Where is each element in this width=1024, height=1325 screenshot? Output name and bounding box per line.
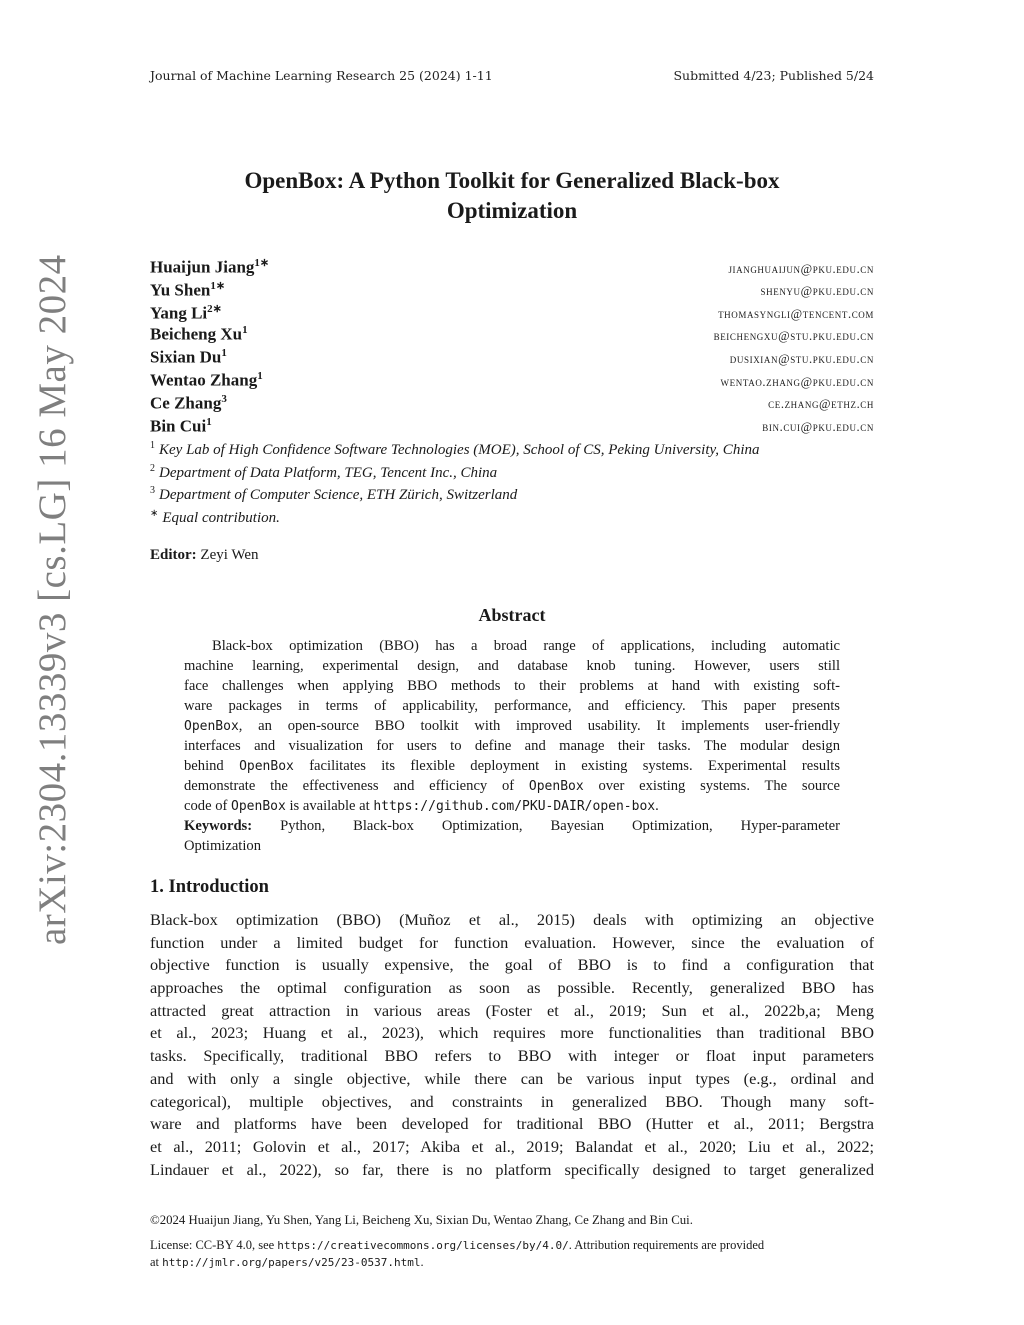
author-row [150, 324, 874, 347]
abstract-line: OpenBox, an open-source BBO toolkit with improved usability. It implements user-friendly [184, 718, 840, 734]
editor-line [150, 547, 259, 564]
author-email[interactable]: wentao.zhang@pku.edu.cn [720, 374, 874, 389]
intro-line: tasks. Specifically, traditional BBO refers to BBO with integer or float input parameters [150, 1046, 874, 1066]
license-notice [150, 1237, 874, 1271]
license-link[interactable]: https://creativecommons.org/licenses/by/4.0/ [277, 1239, 569, 1252]
license-line: at http://jmlr.org/papers/v25/23-0537.html. [150, 1255, 424, 1269]
affiliation: $^3$ Department of Computer Science, ETH Zürich, Switzerland [150, 485, 518, 503]
abstract-heading: Abstract [478, 605, 546, 625]
author-email[interactable]: thomasyngli@tencent.com [718, 307, 874, 322]
abstract-line: code of OpenBox is available at https://github.com/PKU-DAIR/open-box. [184, 798, 659, 814]
author-email[interactable]: shenyu@pku.edu.cn [760, 284, 874, 299]
abstract-line: face challenges when applying BBO methods to their problems at hand with existing soft- [184, 678, 840, 694]
running-header-journal: Journal of Machine Learning Research 25 (2024) 1-11 [150, 68, 493, 83]
affiliation-list [150, 440, 874, 530]
affiliation: $^2$ Department of Data Platform, TEG, Tencent Inc., China [150, 462, 498, 481]
author-row [150, 279, 874, 302]
author-name: Yang $Li^{2∗}$ [150, 302, 222, 323]
abstract-body [184, 636, 840, 856]
intro-line: et al., 2023; Huang et al., 2023), which requires more functionalities than traditional BBO [150, 1023, 874, 1043]
code-openbox: OpenBox [184, 719, 239, 734]
introduction-body [150, 909, 874, 1181]
affiliation: ∗ Equal contribution. [150, 507, 280, 526]
intro-line: ware and platforms have been developed for traditional BBO (Hutter et al., 2011; Bergstra [150, 1114, 874, 1134]
intro-line: Lindauer et al., 2022), so far, there is no platform specifically designed to target generalized [150, 1159, 874, 1179]
intro-line: Black-box optimization (BBO) (Muñoz et al., 2015) deals with optimizing an objective [150, 910, 874, 929]
title-line-2: Optimization [446, 198, 578, 223]
author-list [150, 256, 874, 438]
affiliation: $^1$ Key Lab of High Confidence Software Technologies (MOE), School of CS, Peking University, China [150, 440, 760, 458]
author-email[interactable]: beichengxu@stu.pku.edu.cn [713, 329, 874, 344]
author-name: Ce Zhang$^3$ [150, 392, 227, 413]
code-openbox: OpenBox [528, 779, 584, 794]
abstract-line: machine learning, experimental design, and database knob tuning. However, users still [184, 658, 840, 674]
intro-line: approaches the optimal configuration as soon as possible. Recently, generalized BBO has [150, 978, 874, 998]
author-row [150, 302, 874, 325]
author-row [150, 347, 874, 370]
intro-line: categorical), multiple objectives, and constraints in generalized BBO. Though many soft- [150, 1091, 874, 1111]
author-row [150, 370, 874, 393]
abstract-line: Black-box optimization (BBO) has a broad range of applications, including automatic [212, 638, 840, 654]
abstract-line: interfaces and visualization for users to define and manage their tasks. The modular design [184, 738, 840, 754]
keywords-line: Keywords: Python, Black-box Optimization, Bayesian Optimization, Hyper-parameter [184, 818, 840, 834]
author-name: Wentao Zhang$^1$ [150, 369, 263, 390]
author-name: Yu Shen$^{1∗}$ [150, 279, 226, 300]
running-header-dates: Submitted 4/23; Published 5/24 [673, 68, 874, 83]
code-openbox: OpenBox [231, 799, 286, 814]
copyright-notice: ©2024 Huaijun Jiang, Yu Shen, Yang Li, Beicheng Xu, Sixian Du, Wentao Zhang, Ce Zhang and Bin Cui. [150, 1213, 693, 1227]
author-row [150, 416, 874, 439]
code-openbox: OpenBox [239, 759, 294, 774]
editor-name: Zeyi Wen [200, 547, 259, 563]
editor-label: Editor: [150, 547, 197, 563]
paper-link[interactable]: http://jmlr.org/papers/v25/23-0537.html [162, 1256, 421, 1269]
keywords-line: Optimization [184, 838, 262, 854]
abstract-line: demonstrate the effectiveness and efficiency of OpenBox over existing systems. The source [184, 778, 841, 794]
author-name: Sixian Du$^1$ [150, 347, 227, 367]
author-email[interactable]: dusixian@stu.pku.edu.cn [729, 351, 874, 366]
intro-line: function under a limited budget for function evaluation. However, since the evaluation of [150, 932, 874, 952]
author-email[interactable]: bin.cui@pku.edu.cn [762, 420, 874, 435]
license-line: License: CC-BY 4.0, see https://creativecommons.org/licenses/by/4.0/. Attribution requirements are provided [150, 1238, 765, 1252]
intro-line: attracted great attraction in various areas (Foster et al., 2019; Sun et al., 2022b,a; Meng [150, 1000, 874, 1020]
keywords-label: Keywords: [184, 818, 253, 834]
intro-line: et al., 2011; Golovin et al., 2017; Akiba et al., 2019; Balandat et al., 2020; Liu et al., 2022; [150, 1136, 874, 1156]
abstract-line: behind OpenBox facilitates its flexible deployment in existing systems. Experimental results [184, 758, 840, 774]
abstract-line: ware packages in terms of applicability, performance, and efficiency. This paper presents [184, 698, 840, 714]
author-name: Bin Cui$^1$ [150, 415, 212, 436]
author-email[interactable]: ce.zhang@ethz.ch [768, 397, 874, 412]
github-link[interactable]: https://github.com/PKU-DAIR/open-box [373, 799, 656, 814]
section-heading-introduction: 1. Introduction [150, 877, 269, 897]
author-name: Beicheng Xu$^1$ [150, 324, 248, 345]
arxiv-watermark: arXiv:2304.13339v3 [cs.LG] 16 May 2024 [31, 254, 74, 945]
author-email[interactable]: jianghuaijun@pku.edu.cn [728, 261, 874, 276]
paper-title [150, 166, 874, 226]
author-row [150, 393, 874, 416]
intro-line: and with only a single objective, while there can be various input types (e.g., ordinal and [150, 1068, 874, 1088]
title-line-1: OpenBox: A Python Toolkit for Generalized Black-box [244, 168, 780, 193]
intro-line: objective function is usually expensive, the goal of BBO is to find a configuration that [150, 955, 874, 975]
author-name: Huaijun Jiang$^{1∗}$ [150, 257, 270, 277]
author-row [150, 256, 874, 279]
